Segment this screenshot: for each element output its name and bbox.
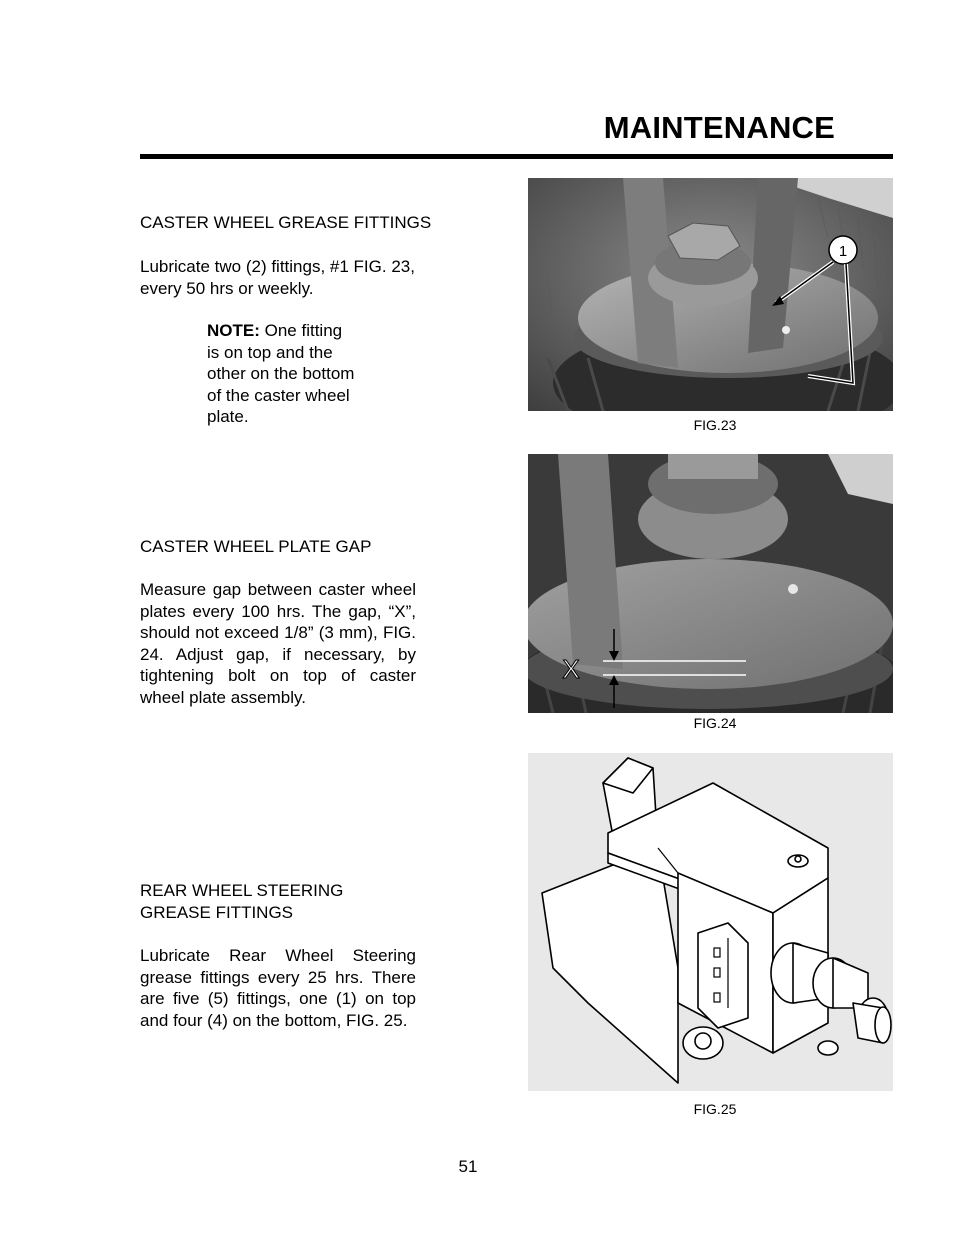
fig24-caption: FIG.24 bbox=[693, 715, 737, 731]
section-heading-plate-gap: CASTER WHEEL PLATE GAP bbox=[140, 537, 372, 556]
fig24-photo bbox=[528, 454, 893, 713]
page-title: MAINTENANCE bbox=[603, 110, 835, 145]
fig24-illustration bbox=[528, 454, 893, 713]
fig23-caption: FIG.23 bbox=[693, 417, 737, 433]
section-heading-rear-steering: REAR WHEEL STEERING GREASE FITTINGS bbox=[140, 881, 344, 922]
fig24-gap-label: X bbox=[562, 654, 580, 684]
page-number: 51 bbox=[458, 1157, 478, 1176]
section-heading-grease-fittings: CASTER WHEEL GREASE FITTINGS bbox=[140, 213, 432, 232]
fig25-caption: FIG.25 bbox=[693, 1101, 737, 1117]
title-rule bbox=[140, 154, 893, 159]
fig25-illustration bbox=[528, 753, 893, 1091]
fig23-photo bbox=[528, 178, 893, 411]
section-body-plate-gap: Measure gap between caster wheel plates every 100 hrs. The gap, “X”, should not exceed 1/8” (3 mm), FIG. 24. Adjust gap, if necessary, by tightening bolt on top of caster wheel plate assembly. bbox=[140, 580, 416, 707]
fig23-callout-number: 1 bbox=[838, 243, 848, 260]
section-body-grease-fittings: Lubricate two (2) fittings, #1 FIG. 23, every 50 hrs or weekly. bbox=[140, 257, 415, 298]
fig25-drawing bbox=[528, 753, 893, 1091]
note-label: NOTE: bbox=[207, 321, 260, 340]
fig23-illustration bbox=[528, 178, 893, 411]
note-grease-fittings bbox=[207, 320, 357, 428]
section-body-rear-steering: Lubricate Rear Wheel Steering grease fittings every 25 hrs. There are five (5) fittings, one (1) on top and four (4) on the bottom, FIG. 25. bbox=[140, 946, 416, 1030]
note-text: One fitting is on top and the other on the bottom of the caster wheel plate. bbox=[207, 321, 355, 427]
